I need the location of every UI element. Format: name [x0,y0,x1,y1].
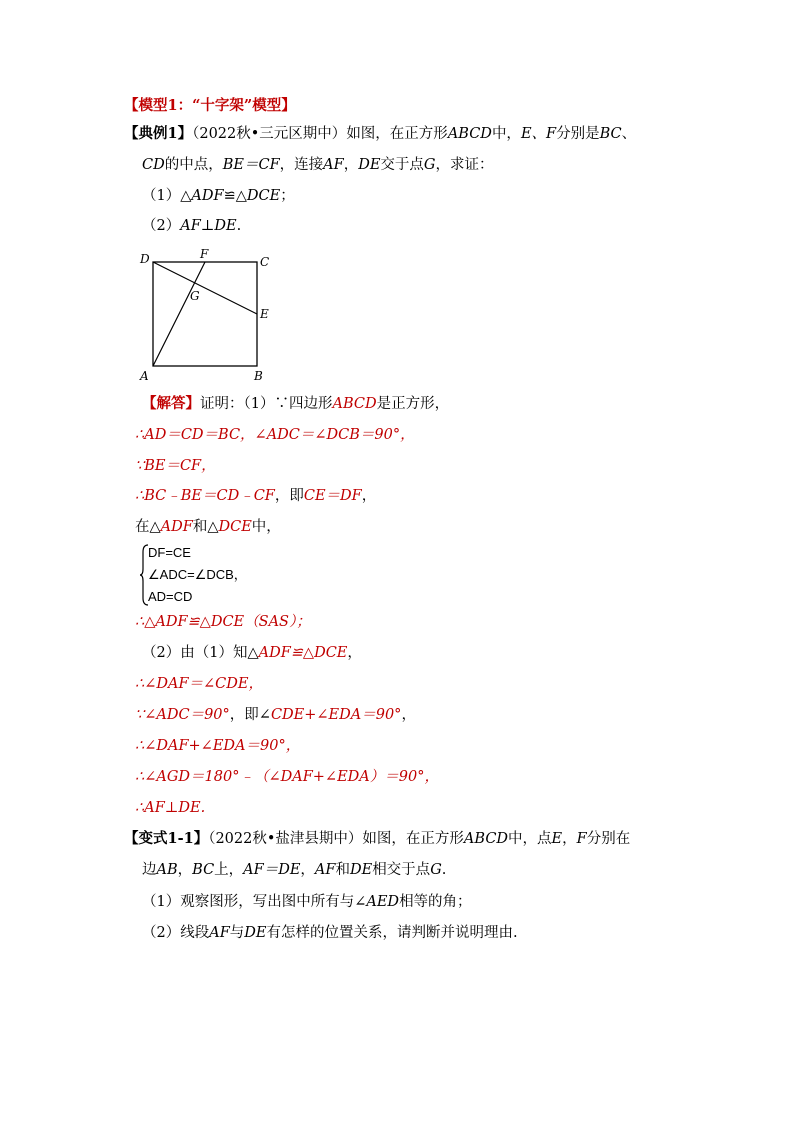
solution-line3: ∵BE＝CF， [135,458,216,474]
solution-line7: （2）由（1）知△ADF≌△DCE， [142,645,362,661]
point-label-f: F [200,247,209,261]
section-heading: 【模型1：“十字架”模型】 [124,97,296,114]
solution-line10: ∴∠DAF+∠EDA＝90°， [135,738,301,754]
vertex-label-c: C [260,255,270,269]
solution-line12: ∴AF⊥DE. [135,800,206,816]
example1-question1: （1）△ADF≌△DCE； [142,188,295,204]
solution-tag: 【解答】 [142,395,200,412]
example1-question2: （2）AF⊥DE. [142,218,242,234]
example1-tag: 【典例1】 [124,125,193,142]
point-label-e: E [260,307,269,321]
variant1-line2: 边AB，BC上，AF＝DE，AF和DE相交于点G. [142,862,447,878]
variant1-question2: （2）线段AF与DE有怎样的位置关系，请判断并说明理由. [142,925,518,941]
solution-line2: ∴AD＝CD＝BC，∠ADC＝∠DCB＝90°， [135,427,415,443]
brace-equation-1: DF=CE [148,545,191,560]
solution-line5: 在△ADF和△DCE中， [135,519,281,535]
segment-de [153,262,257,314]
solution-line8: ∴∠DAF＝∠CDE， [135,676,263,692]
variant1-tag: 【变式1-1】 [124,830,209,847]
square-figure [134,243,284,383]
solution-line11: ∴∠AGD＝180°﹣（∠DAF+∠EDA）＝90°， [135,769,439,785]
square-abcd [153,262,257,366]
variant1-source: （2022秋•盐津县期中） [208,831,363,847]
vertex-label-a: A [140,369,149,383]
segment-af [153,262,205,366]
brace-equation-2: ∠ADC=∠DCB， [148,567,247,582]
variant1-question1: （1）观察图形，写出图中所有与∠AED相等的角； [142,894,472,910]
example1-source: （2022秋•三元区期中） [192,126,347,142]
example1-line2: CD的中点，BE＝CF，连接AF，DE交于点G，求证： [142,157,494,173]
solution-line6: ∴△ADF≌△DCE（SAS）； [135,614,311,630]
solution-line9: ∵∠ADC＝90°，即∠CDE+∠EDA＝90°， [135,707,416,723]
vertex-label-d: D [140,252,150,266]
brace-equation-3: AD=CD [148,589,193,604]
solution-line4: ∴BC﹣BE＝CD﹣CF，即CE＝DF， [135,488,377,504]
solution-line1: 【解答】证明：（1）∵四边形ABCD是正方形， [142,395,450,412]
point-label-g: G [190,289,200,303]
variant1-line1: 【变式1-1】（2022秋•盐津县期中）如图，在正方形ABCD中，点E，F分别在 [124,830,631,847]
example1-line1: 【典例1】（2022秋•三元区期中）如图，在正方形ABCD中，E、F分别是BC、 [124,125,637,142]
vertex-label-b: B [254,369,263,383]
